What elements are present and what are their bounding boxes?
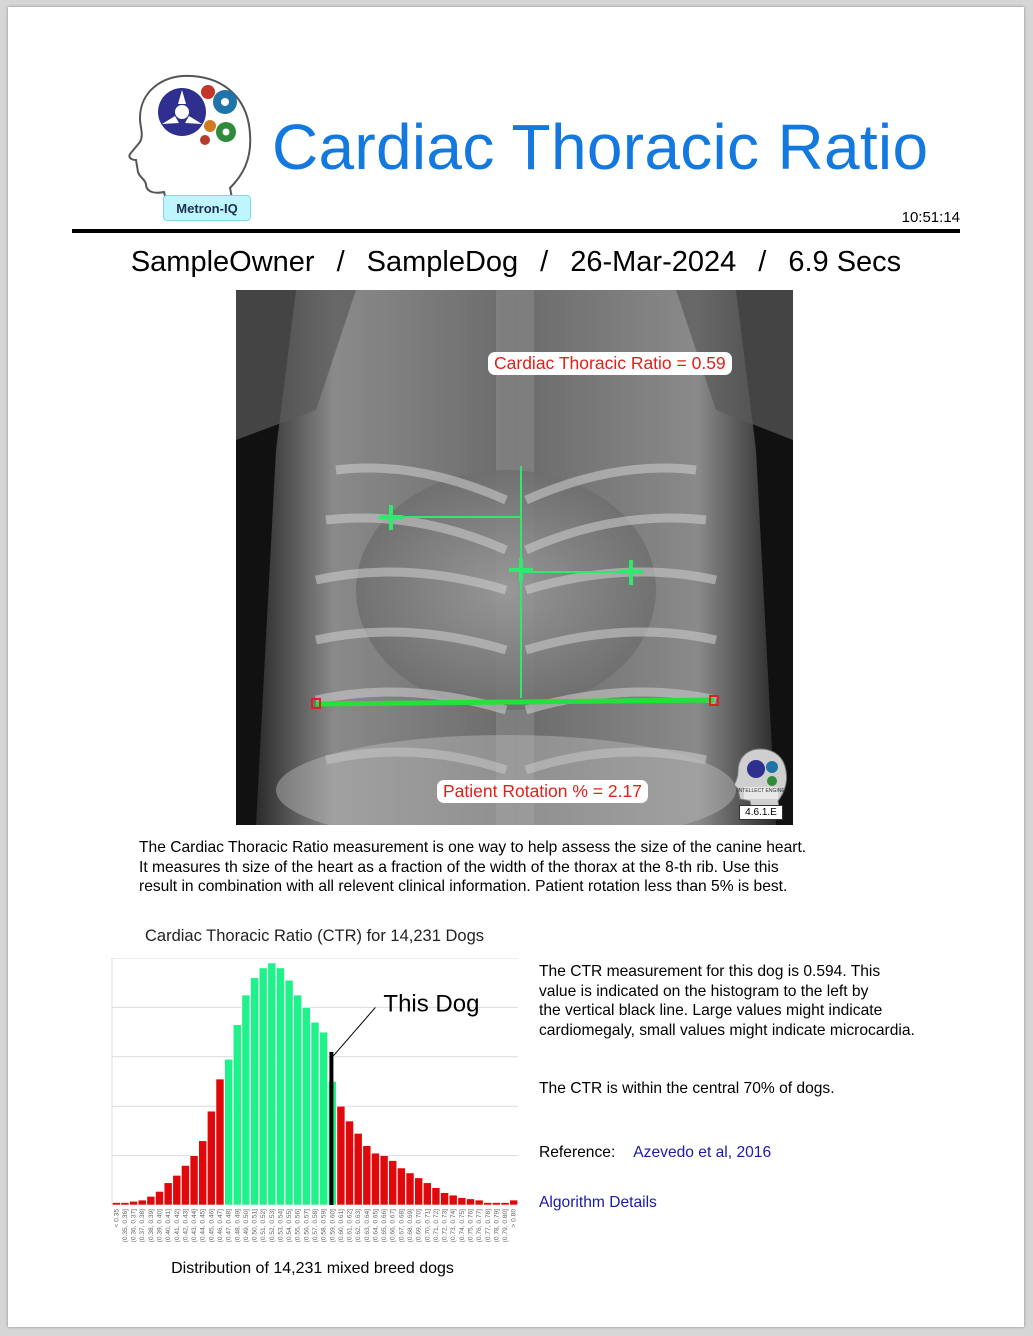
- owner-name: SampleOwner: [130, 246, 315, 278]
- chart-title: Cardiac Thoracic Ratio (CTR) for 14,231 Dogs: [145, 927, 484, 945]
- x-tick-label: (0.68, 0.69]: [407, 1209, 415, 1243]
- separator: /: [540, 246, 549, 278]
- x-tick-label: (0.38, 0.39]: [147, 1209, 155, 1243]
- histogram-bar: [458, 1198, 466, 1205]
- x-tick-label: (0.64, 0.65]: [372, 1209, 380, 1243]
- histogram-bar: [285, 980, 293, 1205]
- x-tick-label: (0.76, 0.77]: [476, 1209, 484, 1243]
- histogram-bar: [155, 1191, 163, 1205]
- histogram-bar: [311, 1022, 319, 1205]
- x-tick-label: (0.78, 0.79]: [493, 1209, 501, 1243]
- x-tick-label: (0.58, 0.59]: [320, 1209, 328, 1243]
- histogram-bar: [251, 978, 259, 1205]
- x-tick-label: (0.61, 0.62]: [346, 1209, 354, 1243]
- separator: /: [336, 246, 345, 278]
- result-interpretation: The CTR is within the central 70% of dogs.: [539, 1080, 835, 1097]
- description-line: result in combination with all relevent clinical information. Patient rotation less than 5% is best.: [139, 878, 788, 896]
- x-tick-label: (0.47, 0.48]: [225, 1209, 233, 1243]
- x-tick-label: (0.54, 0.55]: [286, 1209, 294, 1243]
- histogram-bar: [190, 1156, 198, 1205]
- histogram-bar: [233, 1025, 241, 1205]
- result-line: the vertical black line. Large values might indicate: [539, 1002, 883, 1020]
- x-tick-label: (0.66, 0.67]: [389, 1209, 397, 1243]
- result-line: value is indicated on the histogram to the left by: [539, 982, 869, 1000]
- separator: /: [758, 246, 767, 278]
- x-tick-label: (0.46, 0.47]: [216, 1209, 224, 1243]
- histogram-bar: [484, 1203, 492, 1205]
- histogram-bar: [216, 1079, 224, 1205]
- histogram-bar: [276, 968, 284, 1205]
- histogram-bar: [268, 963, 276, 1205]
- histogram-bar: [346, 1121, 354, 1205]
- x-tick-label: (0.36, 0.37]: [130, 1209, 138, 1243]
- rotation-overlay-label: Patient Rotation % = 2.17: [437, 780, 648, 803]
- marker-label: This Dog: [383, 990, 480, 1018]
- x-tick-label: (0.75, 0.76]: [467, 1209, 475, 1243]
- histogram-bar: [423, 1183, 431, 1205]
- reference-label: Reference:: [539, 1144, 616, 1161]
- ctr-overlay-label: Cardiac Thoracic Ratio = 0.59: [488, 352, 732, 375]
- histogram-bar: [302, 1007, 310, 1205]
- x-tick-label: (0.59, 0.60]: [329, 1209, 337, 1243]
- histogram-bar: [492, 1203, 500, 1205]
- histogram-bar: [371, 1153, 379, 1205]
- algorithm-details-link[interactable]: Algorithm Details: [539, 1194, 657, 1211]
- x-tick-label: > 0.80: [510, 1209, 518, 1228]
- x-tick-label: (0.42, 0.43]: [182, 1209, 190, 1243]
- histogram-bar: [380, 1156, 388, 1205]
- histogram-bar: [207, 1111, 215, 1205]
- histogram-bar: [164, 1183, 172, 1205]
- x-tick-label: (0.77, 0.78]: [484, 1209, 492, 1243]
- histogram-bar: [130, 1201, 138, 1205]
- x-tick-label: (0.65, 0.66]: [381, 1209, 389, 1243]
- x-tick-label: (0.48, 0.49]: [234, 1209, 242, 1243]
- x-tick-label: < 0.35: [113, 1209, 121, 1228]
- x-tick-label: (0.40, 0.41]: [165, 1209, 173, 1243]
- x-tick-label: (0.79, 0.80]: [502, 1209, 510, 1243]
- engine-version: 4.6.1.E: [739, 805, 783, 820]
- histogram-bar: [259, 968, 267, 1205]
- histogram-bar: [466, 1199, 474, 1205]
- histogram-bar: [389, 1161, 397, 1205]
- x-tick-label: (0.49, 0.50]: [242, 1209, 250, 1243]
- histogram-bar: [320, 1032, 328, 1205]
- histogram-bar: [449, 1195, 457, 1205]
- processing-duration: 6.9 Secs: [788, 246, 902, 278]
- result-line: cardiomegaly, small values might indicate microcardia.: [539, 1021, 915, 1039]
- histogram-bar: [225, 1059, 233, 1205]
- histogram-bar: [242, 995, 250, 1205]
- patient-name: SampleDog: [366, 246, 519, 278]
- x-tick-label: (0.57, 0.58]: [312, 1209, 319, 1243]
- x-tick-label: (0.45, 0.46]: [208, 1209, 216, 1243]
- histogram-bar: [199, 1141, 207, 1205]
- x-tick-label: (0.70, 0.71]: [424, 1209, 432, 1243]
- histogram-bar: [441, 1193, 449, 1205]
- histogram-bar: [415, 1178, 423, 1205]
- x-tick-label: (0.63, 0.64]: [363, 1209, 371, 1243]
- chart-x-axis-label: Distribution of 14,231 mixed breed dogs: [171, 1260, 454, 1277]
- header-divider: [72, 229, 960, 233]
- reference-link[interactable]: Azevedo et al, 2016: [633, 1144, 772, 1161]
- x-tick-label: (0.62, 0.63]: [355, 1209, 363, 1243]
- histogram-bar: [432, 1188, 440, 1205]
- x-tick-label: (0.60, 0.61]: [337, 1209, 345, 1243]
- study-date: 26-Mar-2024: [570, 246, 737, 278]
- x-tick-label: (0.35, 0.36]: [121, 1209, 129, 1243]
- description-line: It measures th size of the heart as a fraction of the width of the thorax at the 8-th rib. Use this: [139, 858, 779, 876]
- histogram-bar: [397, 1168, 405, 1205]
- result-summary: [539, 962, 915, 1040]
- histogram-bar: [147, 1196, 155, 1205]
- histogram-bar: [294, 995, 302, 1205]
- histogram-bar: [173, 1175, 181, 1205]
- histogram-bar: [510, 1200, 518, 1205]
- histogram-bar: [181, 1165, 189, 1205]
- x-tick-label: (0.69, 0.70]: [415, 1209, 423, 1243]
- report-title: Cardiac Thoracic Ratio: [272, 111, 929, 183]
- histogram-bar: [406, 1173, 414, 1205]
- x-tick-label: (0.56, 0.57]: [303, 1209, 311, 1243]
- x-tick-label: (0.72, 0.73]: [441, 1209, 449, 1243]
- x-tick-label: (0.39, 0.40]: [156, 1209, 164, 1243]
- reference-row: [539, 1143, 771, 1163]
- x-tick-label: (0.44, 0.45]: [199, 1209, 207, 1243]
- x-tick-label: (0.71, 0.72]: [432, 1209, 440, 1243]
- algorithm-row: [539, 1193, 657, 1213]
- histogram-bar: [475, 1200, 483, 1205]
- histogram-bar: [337, 1106, 345, 1205]
- x-tick-label: (0.74, 0.75]: [458, 1209, 466, 1243]
- marker-leader-line: [333, 1007, 375, 1055]
- x-tick-label: (0.55, 0.56]: [294, 1209, 302, 1243]
- x-tick-label: (0.41, 0.42]: [173, 1209, 181, 1243]
- result-line: The CTR measurement for this dog is 0.594. This: [539, 963, 881, 980]
- x-tick-label: (0.67, 0.68]: [398, 1209, 406, 1243]
- histogram-bar: [121, 1203, 129, 1205]
- x-tick-label: (0.50, 0.51]: [251, 1209, 259, 1243]
- x-tick-label: (0.73, 0.74]: [450, 1209, 458, 1243]
- histogram-bar: [112, 1203, 120, 1205]
- x-tick-label: (0.52, 0.53]: [268, 1209, 276, 1243]
- engine-text: INTELLECT ENGINE: [737, 788, 785, 794]
- patient-info-line: [72, 246, 960, 279]
- ctr-description: [139, 838, 899, 897]
- ctr-histogram: [110, 958, 520, 1253]
- x-tick-label: (0.53, 0.54]: [277, 1209, 285, 1243]
- x-tick-label: (0.43, 0.44]: [191, 1209, 199, 1243]
- histogram-bar: [501, 1203, 509, 1205]
- histogram-bar: [363, 1146, 371, 1205]
- histogram-bar: [354, 1133, 362, 1205]
- logo-badge: Metron-IQ: [163, 195, 251, 221]
- x-tick-label: (0.37, 0.38]: [139, 1209, 147, 1243]
- x-tick-label: (0.51, 0.52]: [260, 1209, 268, 1243]
- description-line: The Cardiac Thoracic Ratio measurement is one way to help assess the size of the canine heart.: [139, 839, 807, 856]
- histogram-bar: [138, 1200, 146, 1205]
- report-time: 10:51:14: [901, 209, 960, 226]
